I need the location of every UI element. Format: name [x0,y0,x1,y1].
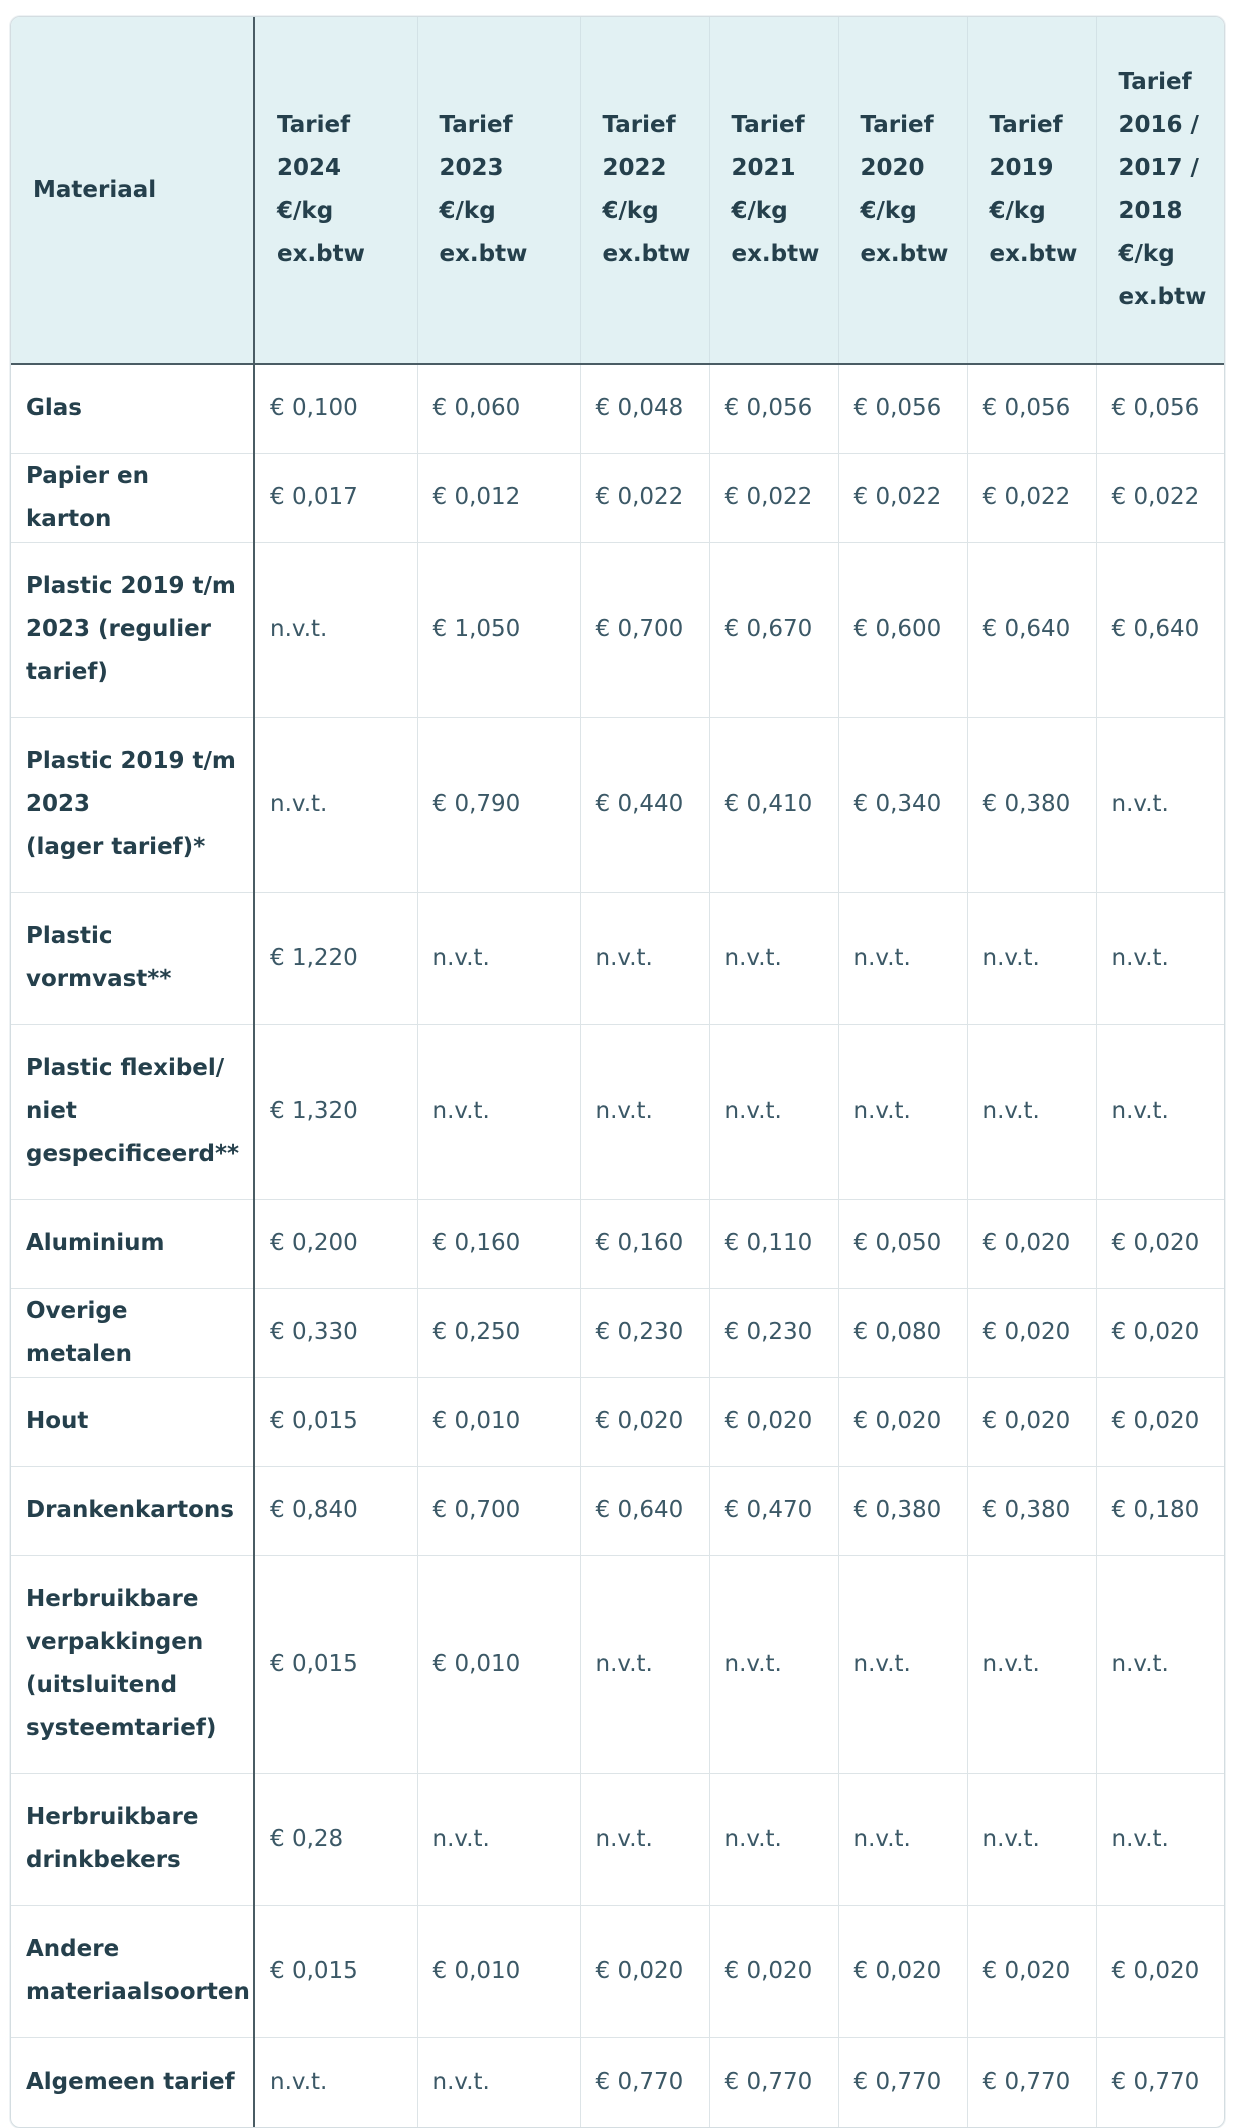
tariff-cell: n.v.t. [1096,717,1224,892]
tariff-cell: € 0,28 [254,1773,417,1905]
tariff-cell: € 0,015 [254,1555,417,1773]
tariff-cell: n.v.t. [1096,892,1224,1024]
tariff-cell: € 0,790 [417,717,580,892]
table-row [11,1466,1224,1555]
tariff-cell: n.v.t. [967,1024,1096,1199]
tariff-cell: € 0,640 [1096,542,1224,717]
tariff-cell: € 0,770 [967,2037,1096,2127]
tariff-cell: € 0,017 [254,453,417,542]
tariff-cell: € 0,700 [417,1466,580,1555]
tariff-cell: € 0,670 [709,542,838,717]
tariff-cell: € 0,770 [838,2037,967,2127]
tariff-cell: n.v.t. [254,717,417,892]
tariff-cell: n.v.t. [254,542,417,717]
row-label: Drankenkartons [11,1466,254,1555]
row-label: Overige metalen [11,1288,254,1377]
tariff-cell: n.v.t. [580,1024,709,1199]
tariff-cell: n.v.t. [838,1024,967,1199]
tariff-cell: € 0,056 [838,364,967,453]
tariff-cell: n.v.t. [709,1024,838,1199]
tariff-cell: € 0,050 [838,1199,967,1288]
tariff-cell: € 0,840 [254,1466,417,1555]
tariff-cell: € 0,020 [838,1377,967,1466]
column-header-2022: Tarief 2022 €/kg ex.btw [580,17,709,364]
tariff-cell: € 0,700 [580,542,709,717]
tariff-cell: € 0,600 [838,542,967,717]
table-header-row [11,17,1224,364]
row-label: Plastic 2019 t/m 2023 (regulier tarief) [11,542,254,717]
column-header-2016-2018: Tarief 2016 / 2017 / 2018 €/kg ex.btw [1096,17,1224,364]
tariff-cell: n.v.t. [838,1555,967,1773]
tariff-cell: € 0,022 [838,453,967,542]
tariff-cell: € 0,056 [967,364,1096,453]
table-row [11,1905,1224,2037]
tariff-cell: € 0,380 [967,1466,1096,1555]
tariff-cell: € 1,320 [254,1024,417,1199]
tariff-cell: n.v.t. [1096,1024,1224,1199]
tariff-cell: n.v.t. [967,892,1096,1024]
row-label: Plastic flexibel/ niet gespecificeerd** [11,1024,254,1199]
tariff-cell: € 0,010 [417,1377,580,1466]
tariff-cell: € 0,160 [580,1199,709,1288]
tariff-cell: n.v.t. [709,1555,838,1773]
tariff-cell: € 0,230 [709,1288,838,1377]
tariff-cell: n.v.t. [838,892,967,1024]
tariff-cell: € 0,048 [580,364,709,453]
row-label: Hout [11,1377,254,1466]
tariff-cell: € 0,022 [709,453,838,542]
tariff-cell: € 0,770 [709,2037,838,2127]
tariff-table [11,17,1224,2127]
tariff-cell: € 0,770 [580,2037,709,2127]
tariff-cell: € 0,020 [1096,1377,1224,1466]
tariff-cell: € 0,230 [580,1288,709,1377]
tariff-cell: € 0,380 [967,717,1096,892]
tariff-cell: € 0,020 [967,1377,1096,1466]
tariff-cell: n.v.t. [838,1773,967,1905]
column-header-2023: Tarief 2023 €/kg ex.btw [417,17,580,364]
tariff-cell: € 0,380 [838,1466,967,1555]
tariff-cell: € 0,056 [1096,364,1224,453]
tariff-cell: € 0,640 [580,1466,709,1555]
tariff-cell: € 0,020 [1096,1199,1224,1288]
tariff-cell: € 0,020 [838,1905,967,2037]
tariff-cell: € 0,020 [967,1288,1096,1377]
row-label: Aluminium [11,1199,254,1288]
table-row [11,1024,1224,1199]
tariff-cell: n.v.t. [580,1773,709,1905]
tariff-cell: € 0,020 [580,1905,709,2037]
tariff-cell: € 0,022 [1096,453,1224,542]
tariff-cell: € 0,020 [967,1199,1096,1288]
table-row [11,1555,1224,1773]
tariff-cell: € 0,470 [709,1466,838,1555]
row-label: Plastic 2019 t/m 2023 (lager tarief)* [11,717,254,892]
tariff-cell: € 0,200 [254,1199,417,1288]
row-label: Glas [11,364,254,453]
tariff-cell: € 0,010 [417,1905,580,2037]
tariff-cell: € 0,020 [1096,1905,1224,2037]
tariff-cell: n.v.t. [580,892,709,1024]
table-row [11,364,1224,453]
table-row [11,1773,1224,1905]
column-header-2021: Tarief 2021 €/kg ex.btw [709,17,838,364]
tariff-cell: n.v.t. [709,1773,838,1905]
table-row [11,2037,1224,2127]
tariff-cell: € 0,330 [254,1288,417,1377]
column-header-materiaal: Materiaal [11,17,254,364]
tariff-cell: n.v.t. [1096,1555,1224,1773]
tariff-cell: n.v.t. [417,2037,580,2127]
tariff-cell: € 0,110 [709,1199,838,1288]
tariff-cell: € 0,022 [580,453,709,542]
tariff-cell: € 0,020 [709,1905,838,2037]
tariff-cell: € 0,020 [1096,1288,1224,1377]
table-row [11,892,1224,1024]
column-header-2020: Tarief 2020 €/kg ex.btw [838,17,967,364]
tariff-cell: € 0,056 [709,364,838,453]
tariff-cell: € 0,015 [254,1905,417,2037]
tariff-cell: € 0,410 [709,717,838,892]
tariff-cell: n.v.t. [967,1773,1096,1905]
tariff-cell: € 0,015 [254,1377,417,1466]
column-header-2019: Tarief 2019 €/kg ex.btw [967,17,1096,364]
tariff-cell: € 0,160 [417,1199,580,1288]
tariff-cell: € 0,060 [417,364,580,453]
tariff-cell: n.v.t. [417,1773,580,1905]
tariff-cell: € 1,220 [254,892,417,1024]
tariff-cell: € 0,020 [580,1377,709,1466]
tariff-cell: n.v.t. [417,892,580,1024]
row-label: Algemeen tarief [11,2037,254,2127]
row-label: Papier en karton [11,453,254,542]
tariff-cell: € 0,100 [254,364,417,453]
table-row [11,542,1224,717]
tariff-table-container [10,16,1225,2128]
row-label: Herbruikbare drinkbekers [11,1773,254,1905]
tariff-cell: € 0,022 [967,453,1096,542]
tariff-cell: € 0,770 [1111,2068,1200,2095]
tariff-cell: € 0,440 [580,717,709,892]
tariff-cell: € 0,340 [838,717,967,892]
tariff-cell: € 0,020 [709,1377,838,1466]
tariff-cell: n.v.t. [580,1555,709,1773]
tariff-cell: € 0,012 [417,453,580,542]
tariff-cell: € 0,080 [838,1288,967,1377]
row-label: Herbruikbare verpakkingen (uitsluitend systeemtarief) [11,1555,254,1773]
table-row [11,453,1224,542]
tariff-cell: n.v.t. [967,1555,1096,1773]
row-label: Plastic vormvast** [11,892,254,1024]
tariff-cell: € 0,250 [417,1288,580,1377]
tariff-cell: € 0,010 [417,1555,580,1773]
tariff-cell: € 1,050 [417,542,580,717]
table-row [11,1199,1224,1288]
tariff-cell: n.v.t. [417,1024,580,1199]
column-header-2024: Tarief 2024 €/kg ex.btw [254,17,417,364]
tariff-cell: n.v.t. [1096,1773,1224,1905]
tariff-cell: € 0,020 [967,1905,1096,2037]
row-label: Andere materiaalsoorten [11,1905,254,2037]
tariff-cell: € 0,180 [1096,1466,1224,1555]
table-row [11,717,1224,892]
tariff-cell: n.v.t. [709,892,838,1024]
tariff-cell: € 0,640 [967,542,1096,717]
tariff-cell: n.v.t. [254,2037,417,2127]
table-row [11,1288,1224,1377]
table-row [11,1377,1224,1466]
